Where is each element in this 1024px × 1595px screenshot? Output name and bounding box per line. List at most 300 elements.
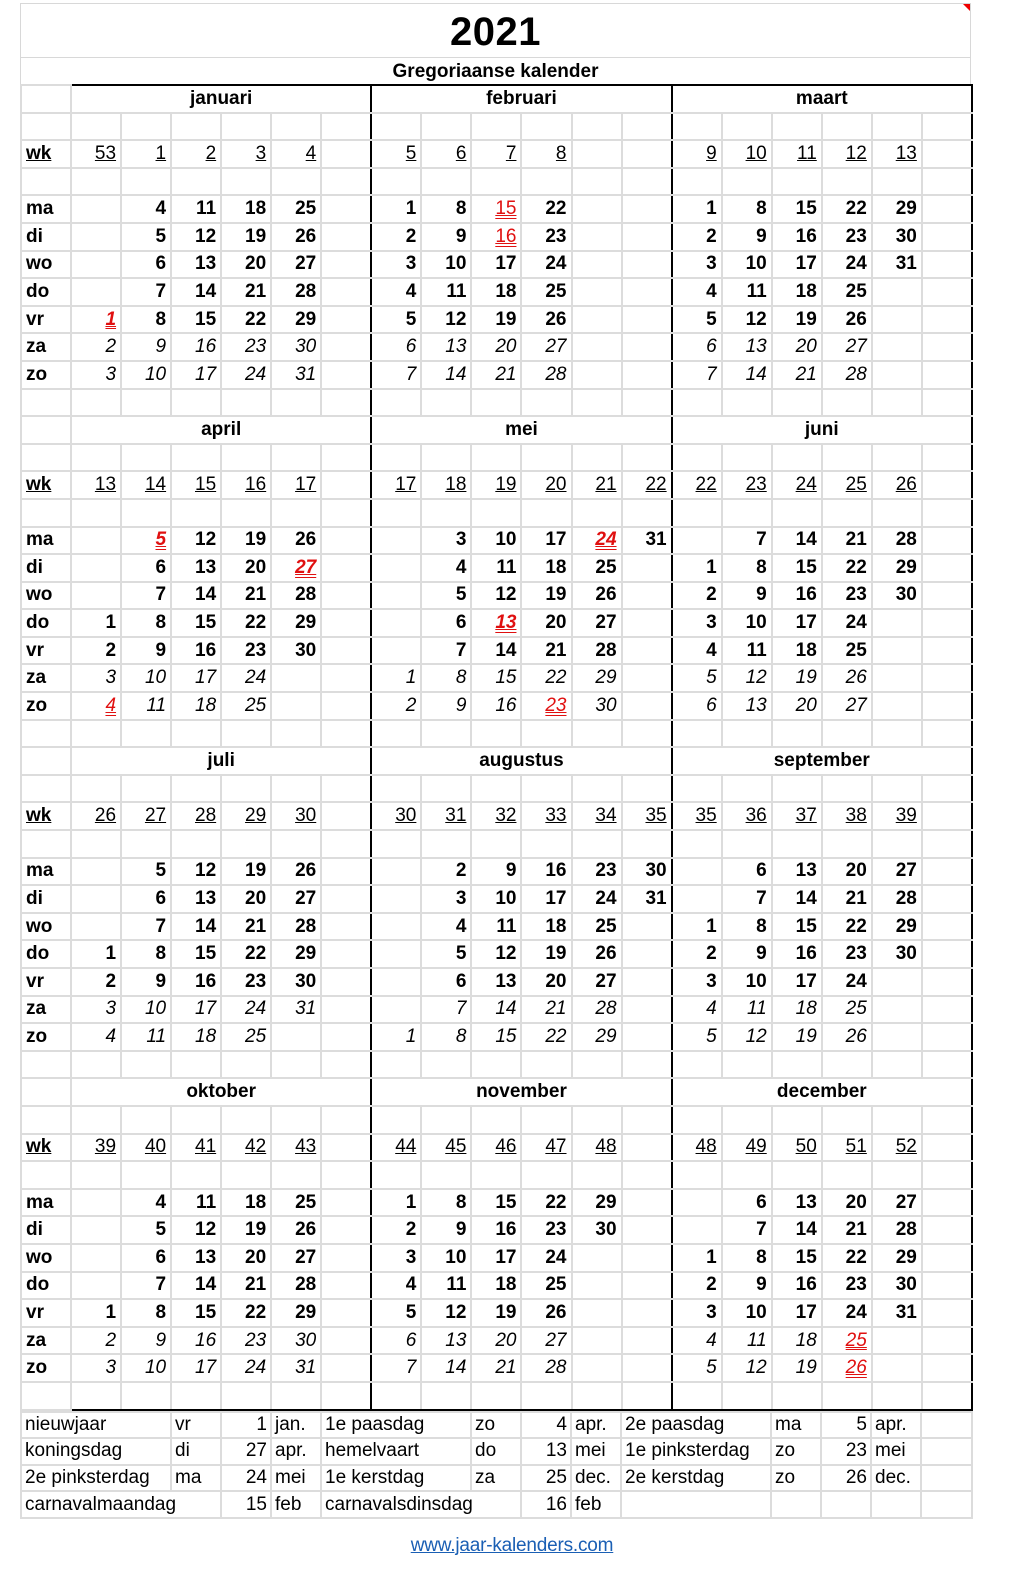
date-cell: 7 <box>722 1216 772 1244</box>
date-cell <box>321 1299 371 1327</box>
empty-cell <box>822 113 872 141</box>
date-cell <box>572 1299 622 1327</box>
day-label: wo <box>21 251 71 279</box>
date-cell: 26 <box>521 1299 571 1327</box>
date-cell <box>71 1272 121 1300</box>
empty-cell <box>21 113 71 141</box>
date-cell <box>622 637 672 665</box>
week-number <box>922 1134 972 1162</box>
date-cell <box>622 1354 672 1382</box>
empty-cell <box>471 499 521 527</box>
empty-cell <box>321 775 371 803</box>
empty-cell <box>371 389 421 417</box>
date-cell: 24 <box>521 251 571 279</box>
holiday-date: 24 <box>572 527 622 555</box>
date-cell <box>922 1272 972 1300</box>
date-cell: 5 <box>672 1023 722 1051</box>
spacer-row <box>21 168 972 196</box>
week-number: 53 <box>71 140 121 168</box>
empty-cell <box>621 1491 771 1518</box>
comment-indicator-icon[interactable] <box>963 4 970 11</box>
week-number: 45 <box>421 1134 471 1162</box>
empty-cell <box>371 499 421 527</box>
empty-cell <box>121 389 171 417</box>
holiday-row <box>21 1465 972 1492</box>
date-cell <box>622 361 672 389</box>
date-cell: 26 <box>822 1023 872 1051</box>
month-header-row <box>21 85 972 113</box>
date-cell: 27 <box>872 1189 922 1217</box>
week-number: 23 <box>722 471 772 499</box>
date-cell <box>321 527 371 555</box>
week-number <box>321 471 371 499</box>
empty-cell <box>521 168 571 196</box>
date-cell: 22 <box>822 195 872 223</box>
empty-cell <box>722 1161 772 1189</box>
date-cell: 5 <box>121 1216 171 1244</box>
empty-cell <box>321 1161 371 1189</box>
empty-cell <box>622 1161 672 1189</box>
empty-cell <box>421 1051 471 1079</box>
empty-cell <box>722 444 772 472</box>
week-number: 19 <box>471 471 521 499</box>
date-cell: 22 <box>822 1244 872 1272</box>
empty-cell <box>622 444 672 472</box>
date-cell <box>872 333 922 361</box>
week-label: wk <box>21 471 71 499</box>
day-row <box>21 1299 972 1327</box>
empty-cell <box>922 168 972 196</box>
empty-cell <box>622 1382 672 1410</box>
date-cell: 28 <box>271 582 321 610</box>
empty-cell <box>271 775 321 803</box>
date-cell: 4 <box>672 278 722 306</box>
week-number: 35 <box>622 802 672 830</box>
date-cell <box>622 913 672 941</box>
date-cell: 4 <box>371 278 421 306</box>
date-cell: 12 <box>421 1299 471 1327</box>
date-cell: 25 <box>271 1189 321 1217</box>
week-number: 26 <box>71 802 121 830</box>
date-cell: 9 <box>722 223 772 251</box>
date-cell: 15 <box>772 913 822 941</box>
date-cell: 23 <box>521 223 571 251</box>
week-number: 40 <box>121 1134 171 1162</box>
date-cell <box>321 996 371 1024</box>
empty-cell <box>471 775 521 803</box>
empty-cell <box>672 1382 722 1410</box>
date-cell: 19 <box>521 940 571 968</box>
date-cell: 17 <box>772 1299 822 1327</box>
holiday-weekday: ma <box>771 1412 821 1439</box>
date-cell <box>271 664 321 692</box>
empty-cell <box>121 168 171 196</box>
spacer-row <box>21 1382 972 1410</box>
date-cell <box>622 1327 672 1355</box>
empty-cell <box>471 389 521 417</box>
date-cell: 10 <box>722 609 772 637</box>
day-label: di <box>21 885 71 913</box>
date-cell <box>872 361 922 389</box>
empty-cell <box>121 113 171 141</box>
date-cell: 21 <box>772 361 822 389</box>
date-cell <box>622 609 672 637</box>
empty-cell <box>171 1106 221 1134</box>
empty-cell <box>221 1106 271 1134</box>
holiday-row <box>21 1412 972 1439</box>
date-cell: 12 <box>471 582 521 610</box>
holiday-month: apr. <box>871 1412 921 1439</box>
holiday-month: mei <box>571 1438 621 1465</box>
date-cell: 15 <box>471 1023 521 1051</box>
date-cell: 8 <box>421 664 471 692</box>
date-cell: 8 <box>722 554 772 582</box>
empty-cell <box>521 444 571 472</box>
date-cell <box>371 582 421 610</box>
carnival-row <box>21 1491 972 1518</box>
holiday-month: apr. <box>571 1412 621 1439</box>
empty-cell <box>71 720 121 748</box>
date-cell: 2 <box>672 1272 722 1300</box>
date-cell <box>321 554 371 582</box>
date-cell <box>321 1272 371 1300</box>
date-cell: 21 <box>221 913 271 941</box>
empty-cell <box>21 1051 71 1079</box>
empty-cell <box>221 389 271 417</box>
date-cell: 27 <box>822 692 872 720</box>
date-cell: 26 <box>521 306 571 334</box>
month-name: april <box>71 416 371 444</box>
website-link[interactable]: www.jaar-kalenders.com <box>410 1535 614 1556</box>
date-cell: 17 <box>521 885 571 913</box>
date-cell: 31 <box>271 1354 321 1382</box>
week-number <box>572 140 622 168</box>
empty-cell <box>371 775 421 803</box>
empty-cell <box>171 389 221 417</box>
date-cell: 20 <box>221 554 271 582</box>
date-cell: 17 <box>171 1354 221 1382</box>
empty-cell <box>722 168 772 196</box>
holiday-weekday: za <box>471 1465 521 1492</box>
date-cell: 30 <box>872 223 922 251</box>
day-label: vr <box>21 306 71 334</box>
day-label: za <box>21 996 71 1024</box>
date-cell: 19 <box>221 223 271 251</box>
empty-cell <box>221 830 271 858</box>
empty-cell <box>771 1491 821 1518</box>
date-cell <box>321 333 371 361</box>
week-number: 27 <box>121 802 171 830</box>
date-cell <box>321 251 371 279</box>
date-cell <box>71 913 121 941</box>
date-cell: 30 <box>872 940 922 968</box>
date-cell: 11 <box>722 996 772 1024</box>
date-cell <box>321 1354 371 1382</box>
date-cell: 19 <box>471 306 521 334</box>
week-number: 47 <box>521 1134 571 1162</box>
date-cell: 5 <box>421 940 471 968</box>
empty-cell <box>421 1382 471 1410</box>
date-cell: 25 <box>221 1023 271 1051</box>
empty-cell <box>21 499 71 527</box>
empty-cell <box>271 499 321 527</box>
date-cell: 16 <box>171 968 221 996</box>
day-label: vr <box>21 637 71 665</box>
week-number: 14 <box>121 471 171 499</box>
empty-cell <box>371 1106 421 1134</box>
week-number: 9 <box>672 140 722 168</box>
empty-cell <box>371 720 421 748</box>
empty-cell <box>421 113 471 141</box>
week-number: 29 <box>221 802 271 830</box>
date-cell: 19 <box>221 858 271 886</box>
empty-cell <box>822 1051 872 1079</box>
date-cell: 20 <box>772 692 822 720</box>
empty-cell <box>772 830 822 858</box>
date-cell: 12 <box>171 858 221 886</box>
date-cell: 24 <box>521 1244 571 1272</box>
day-row <box>21 195 972 223</box>
date-cell: 18 <box>221 1189 271 1217</box>
date-cell <box>371 913 421 941</box>
date-cell: 1 <box>71 609 121 637</box>
empty-cell <box>622 1051 672 1079</box>
empty-cell <box>772 1106 822 1134</box>
date-cell: 25 <box>221 692 271 720</box>
holiday-month: dec. <box>871 1465 921 1492</box>
empty-cell <box>271 444 321 472</box>
month-name: februari <box>371 85 671 113</box>
date-cell: 4 <box>371 1272 421 1300</box>
date-cell <box>622 306 672 334</box>
empty-cell <box>321 720 371 748</box>
week-number: 48 <box>672 1134 722 1162</box>
week-number <box>622 140 672 168</box>
date-cell: 14 <box>171 582 221 610</box>
date-cell: 25 <box>271 195 321 223</box>
empty-cell <box>521 830 571 858</box>
empty-cell <box>872 775 922 803</box>
holiday-weekday: zo <box>771 1438 821 1465</box>
month-name: oktober <box>71 1078 371 1106</box>
empty-cell <box>371 168 421 196</box>
empty-cell <box>672 1106 722 1134</box>
date-cell <box>71 554 121 582</box>
date-cell: 5 <box>371 306 421 334</box>
empty-cell <box>171 444 221 472</box>
holiday-date-number: 25 <box>521 1465 571 1492</box>
empty-cell <box>722 1106 772 1134</box>
date-cell <box>321 913 371 941</box>
week-number: 16 <box>221 471 271 499</box>
subtitle: Gregoriaanse kalender <box>20 57 971 84</box>
empty-cell <box>71 444 121 472</box>
date-cell <box>321 1244 371 1272</box>
holiday-date: 5 <box>121 527 171 555</box>
empty-cell <box>121 830 171 858</box>
spacer-row <box>21 444 972 472</box>
empty-cell <box>321 389 371 417</box>
date-cell <box>572 223 622 251</box>
empty-cell <box>722 389 772 417</box>
date-cell <box>321 223 371 251</box>
date-cell: 29 <box>872 195 922 223</box>
empty-cell <box>121 1161 171 1189</box>
carnival-date: 16 <box>521 1491 571 1518</box>
empty-cell <box>772 1051 822 1079</box>
date-cell: 17 <box>772 251 822 279</box>
date-cell: 23 <box>221 333 271 361</box>
empty-cell <box>772 775 822 803</box>
holiday-weekday: di <box>171 1438 221 1465</box>
empty-cell <box>421 830 471 858</box>
spacer-row <box>21 1161 972 1189</box>
date-cell <box>371 858 421 886</box>
empty-cell <box>71 775 121 803</box>
date-cell <box>572 1272 622 1300</box>
date-cell: 25 <box>521 278 571 306</box>
date-cell: 25 <box>572 913 622 941</box>
date-cell: 27 <box>521 1327 571 1355</box>
date-cell: 22 <box>521 664 571 692</box>
date-cell: 12 <box>722 664 772 692</box>
date-cell: 2 <box>672 223 722 251</box>
date-cell: 4 <box>672 637 722 665</box>
date-cell: 18 <box>171 1023 221 1051</box>
empty-cell <box>471 113 521 141</box>
empty-cell <box>921 1465 972 1492</box>
date-cell <box>71 195 121 223</box>
empty-cell <box>922 444 972 472</box>
date-cell <box>71 223 121 251</box>
date-cell <box>622 968 672 996</box>
date-cell: 9 <box>121 333 171 361</box>
empty-cell <box>71 1106 121 1134</box>
empty-cell <box>872 1051 922 1079</box>
date-cell: 18 <box>171 692 221 720</box>
holiday-date: 27 <box>271 554 321 582</box>
date-cell: 9 <box>421 692 471 720</box>
date-cell: 11 <box>171 195 221 223</box>
date-cell <box>872 609 922 637</box>
holiday-name: koningsdag <box>21 1438 171 1465</box>
empty-cell <box>321 444 371 472</box>
date-cell: 13 <box>471 968 521 996</box>
date-cell <box>572 306 622 334</box>
empty-cell <box>622 499 672 527</box>
date-cell: 5 <box>121 223 171 251</box>
date-cell <box>872 1354 922 1382</box>
date-cell: 2 <box>71 637 121 665</box>
date-cell: 13 <box>421 1327 471 1355</box>
empty-cell <box>371 830 421 858</box>
week-number: 2 <box>171 140 221 168</box>
date-cell: 1 <box>371 1023 421 1051</box>
empty-cell <box>922 1106 972 1134</box>
holiday-name: 1e kerstdag <box>321 1465 471 1492</box>
week-number: 22 <box>672 471 722 499</box>
holiday-date-number: 24 <box>221 1465 271 1492</box>
date-cell: 3 <box>71 996 121 1024</box>
holiday-date: 25 <box>822 1327 872 1355</box>
date-cell: 14 <box>171 278 221 306</box>
holiday-month: mei <box>271 1465 321 1492</box>
date-cell <box>922 637 972 665</box>
empty-cell <box>71 168 121 196</box>
empty-cell <box>872 720 922 748</box>
day-row <box>21 637 972 665</box>
holiday-name: 1e pinksterdag <box>621 1438 771 1465</box>
date-cell: 19 <box>221 1216 271 1244</box>
empty-cell <box>572 775 622 803</box>
week-number-row <box>21 471 972 499</box>
date-cell: 1 <box>371 1189 421 1217</box>
week-number: 46 <box>471 1134 521 1162</box>
carnival-month: feb <box>271 1491 321 1518</box>
date-cell: 9 <box>722 1272 772 1300</box>
day-label: do <box>21 609 71 637</box>
day-row <box>21 1327 972 1355</box>
holiday-date: 23 <box>521 692 571 720</box>
date-cell: 7 <box>371 361 421 389</box>
date-cell: 18 <box>471 1272 521 1300</box>
date-cell <box>321 858 371 886</box>
date-cell: 23 <box>221 1327 271 1355</box>
holiday-month: dec. <box>571 1465 621 1492</box>
date-cell <box>922 996 972 1024</box>
date-cell: 28 <box>872 1216 922 1244</box>
date-cell: 11 <box>722 1327 772 1355</box>
empty-cell <box>321 1106 371 1134</box>
date-cell <box>321 1023 371 1051</box>
empty-cell <box>622 168 672 196</box>
date-cell: 13 <box>772 858 822 886</box>
empty-cell <box>371 1051 421 1079</box>
date-cell <box>622 1023 672 1051</box>
empty-cell <box>772 720 822 748</box>
date-cell <box>271 692 321 720</box>
date-cell: 28 <box>572 637 622 665</box>
date-cell: 30 <box>271 968 321 996</box>
date-cell: 30 <box>572 1216 622 1244</box>
holiday-name: 2e paasdag <box>621 1412 771 1439</box>
date-cell: 23 <box>221 968 271 996</box>
date-cell: 14 <box>421 1354 471 1382</box>
day-row <box>21 1189 972 1217</box>
empty-cell <box>772 444 822 472</box>
empty-cell <box>772 113 822 141</box>
empty-cell <box>822 1106 872 1134</box>
date-cell <box>622 251 672 279</box>
holiday-date-number: 23 <box>821 1438 871 1465</box>
empty-cell <box>271 1051 321 1079</box>
date-cell: 31 <box>872 251 922 279</box>
week-number: 18 <box>421 471 471 499</box>
date-cell: 2 <box>71 968 121 996</box>
date-cell: 18 <box>221 195 271 223</box>
date-cell: 15 <box>171 1299 221 1327</box>
empty-cell <box>21 720 71 748</box>
date-cell: 5 <box>421 582 471 610</box>
date-cell: 3 <box>672 609 722 637</box>
week-number <box>922 140 972 168</box>
empty-cell <box>71 499 121 527</box>
date-cell <box>672 1189 722 1217</box>
date-cell <box>371 996 421 1024</box>
date-cell: 3 <box>672 968 722 996</box>
date-cell: 19 <box>772 664 822 692</box>
empty-cell <box>421 1106 471 1134</box>
